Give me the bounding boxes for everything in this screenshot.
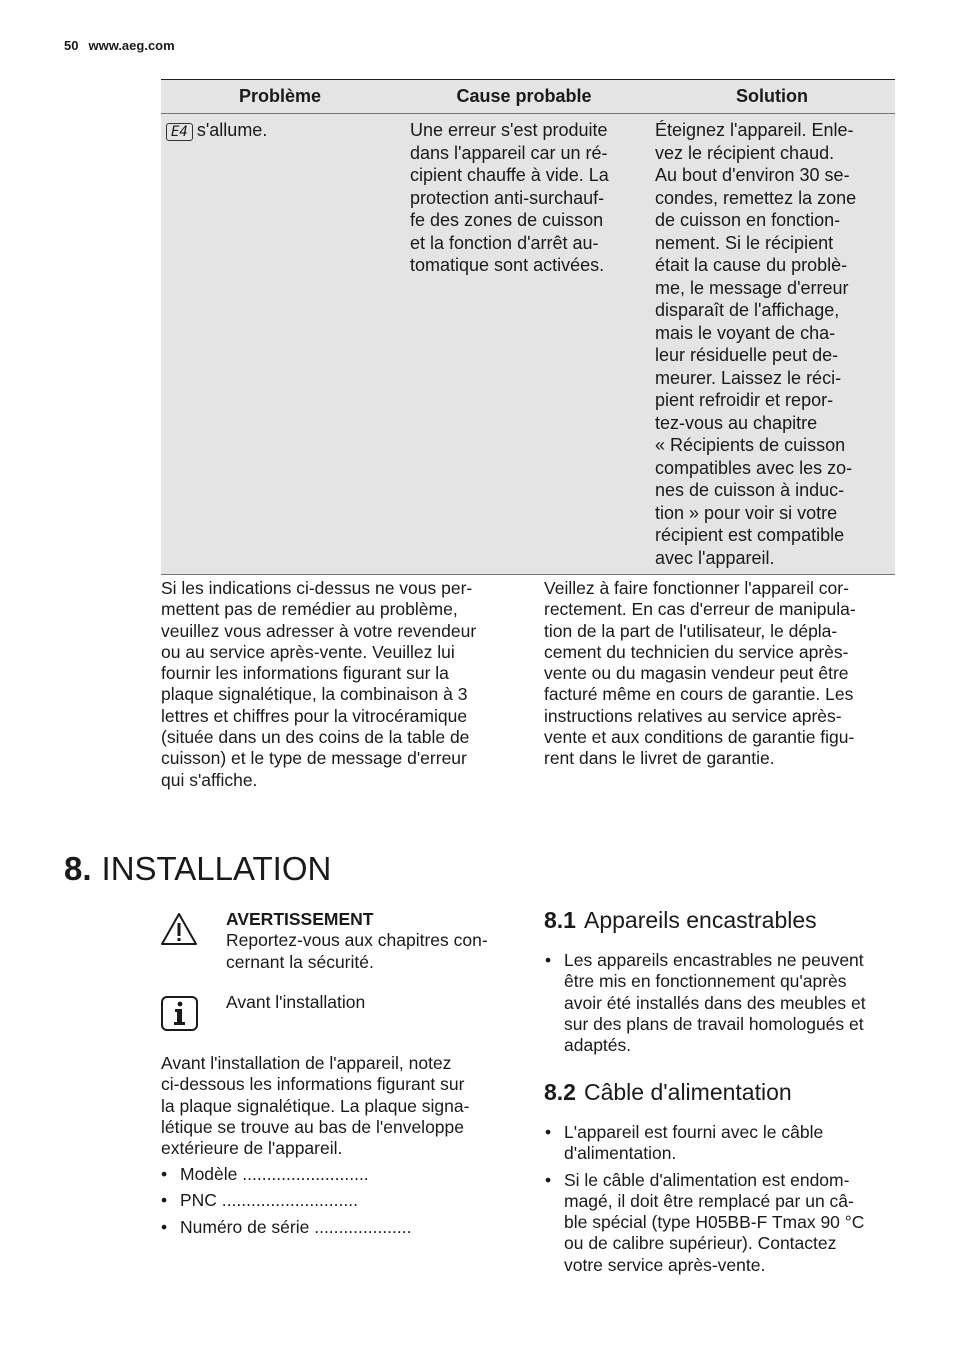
cause-text-line: tomatique sont activées. (410, 255, 605, 275)
solution-text-line: me, le message d'erreur (655, 277, 849, 298)
power-cable-list (545, 1122, 897, 1281)
paragraph-line: tion de la part de l'utilisateur, le dépla- (544, 620, 838, 641)
solution-text-line: était la cause du problè- (655, 255, 848, 275)
list-item (545, 1122, 897, 1165)
solution-text-line: nes de cuisson à induc- (655, 480, 845, 500)
paragraph-line: rectement. En cas d'erreur de manipula- (544, 599, 856, 620)
solution-text-line: meurer. Laissez le réci- (655, 367, 842, 388)
section-title: INSTALLATION (101, 850, 332, 887)
list-item (545, 1170, 897, 1276)
solution-text-line: vez le récipient chaud. (655, 142, 835, 163)
solution-text-line: avec l'appareil. (655, 547, 775, 568)
cause-text-line: protection anti-surchauf- (410, 187, 605, 208)
table-header (161, 79, 895, 114)
warning-icon (160, 912, 198, 951)
cause-text-line: dans l'appareil car un ré- (410, 142, 608, 163)
cause-text-line: et la fonction d'arrêt au- (410, 232, 599, 253)
subsection-title: Câble d'alimentation (583, 1079, 792, 1105)
paragraph-line: mettent pas de remédier au problème, (161, 599, 458, 620)
list-item-line: ble spécial (type H05BB-F Tmax 90 °C (564, 1212, 865, 1233)
info-text: Avant l'installation (226, 992, 366, 1012)
intro-paragraph (161, 1053, 511, 1159)
info-icon (161, 996, 198, 1036)
cause-text-line: fe des zones de cuisson (410, 210, 604, 230)
subsection-title: Appareils encastrables (583, 907, 817, 933)
list-item-line: adaptés. (564, 1035, 632, 1056)
column-header-solution: Solution (736, 86, 808, 106)
list-item-line: sur des plans de travail homologués et (564, 1013, 864, 1034)
paragraph-line: vente et aux conditions de garantie figu- (544, 727, 855, 748)
site-url: www.aeg.com (88, 38, 175, 53)
paragraph-line: Avant l'installation de l'appareil, notez (161, 1053, 452, 1073)
contact-service-paragraph (161, 578, 531, 791)
section-heading (64, 850, 331, 888)
list-item-line: • L'appareil est fourni avec le câble (564, 1122, 824, 1142)
paragraph-line: Si les indications ci-dessus ne vous per- (161, 578, 473, 598)
paragraph-line: rent dans le livret de garantie. (544, 748, 775, 769)
warranty-paragraph (544, 578, 896, 770)
column-header-problem: Problème (238, 86, 322, 106)
paragraph-line: cuisson) et le type de message d'erreur (161, 748, 467, 769)
paragraph-line: qui s'affiche. (161, 769, 258, 790)
list-item (545, 950, 897, 1056)
solution-text-line: mais le voyant de cha- (655, 322, 836, 343)
list-item-line: • Si le câble d'alimentation est endom- (564, 1169, 850, 1190)
table-row (161, 114, 895, 575)
paragraph-line: veuillez vous adresser à votre revendeur (161, 620, 477, 641)
list-item-line: votre service après-vente. (564, 1254, 766, 1275)
list-item-line: • Les appareils encastrables ne peuvent (564, 950, 864, 970)
solution-text-line: tez-vous au chapitre (655, 412, 818, 433)
cause-cell (410, 119, 645, 277)
solution-text-line: de cuisson en fonction- (655, 210, 841, 230)
paragraph-line: facturé même en cours de garantie. Les (544, 684, 854, 705)
paragraph-line: ci-dessous les informations figurant sur (161, 1074, 465, 1095)
solution-text-line: compatibles avec les zo- (655, 457, 853, 478)
subsection-number: 8.1 (544, 907, 576, 933)
page-header (64, 38, 175, 53)
solution-text-line: récipient est compatible (655, 525, 845, 545)
field-list (161, 1164, 501, 1238)
paragraph-line: instructions relatives au service après- (544, 705, 842, 726)
solution-text-line: nement. Si le récipient (655, 232, 834, 253)
subsection-heading-8-2 (544, 1079, 792, 1106)
paragraph-line: extérieure de l'appareil. (161, 1138, 343, 1159)
list-item-line: magé, il doit être remplacé par un câ- (564, 1190, 854, 1211)
paragraph-line: lettres et chiffres pour la vitrocéramique (161, 705, 468, 726)
warning-line-2: cernant la sécurité. (226, 951, 374, 972)
list-item: • PNC ............................ (161, 1190, 501, 1211)
paragraph-line: cement du technicien du service après- (544, 641, 849, 662)
paragraph-line: Veillez à faire fonctionner l'appareil cor- (544, 578, 849, 598)
list-item-line: avoir été installés dans des meubles et (564, 992, 866, 1013)
problem-text: s'allume. (196, 120, 268, 140)
list-item-line: ou de calibre supérieur). Contactez (564, 1233, 837, 1254)
solution-text-line: condes, remettez la zone (655, 187, 857, 208)
solution-text-line: disparaît de l'affichage, (655, 300, 840, 320)
paragraph-line: ou au service après-vente. Veuillez lui (161, 641, 455, 662)
paragraph-line: plaque signalétique, la combinaison à 3 (161, 684, 468, 705)
solution-text-line: tion » pour voir si votre (655, 502, 838, 523)
solution-text-line: Au bout d'environ 30 se- (655, 165, 850, 185)
cause-text-line: cipient chauffe à vide. La (410, 165, 609, 185)
paragraph-line: létique se trouve au bas de l'enveloppe (161, 1116, 465, 1137)
cause-text-line: Une erreur s'est produite (410, 120, 608, 140)
warning-title: AVERTISSEMENT (226, 909, 374, 929)
column-header-cause: Cause probable (456, 86, 592, 106)
list-item: • Modèle .......................... (161, 1164, 501, 1185)
built-in-list (545, 950, 897, 1061)
paragraph-line: la plaque signalétique. La plaque signa- (161, 1095, 470, 1116)
error-code-display-icon: E4 (166, 123, 193, 141)
list-item: • Numéro de série .................... (161, 1217, 501, 1238)
solution-text-line: Éteignez l'appareil. Enle- (655, 120, 854, 140)
subsection-heading-8-1 (544, 907, 817, 934)
warning-block (226, 909, 488, 973)
list-item-line: d'alimentation. (564, 1143, 677, 1164)
problem-cell (166, 119, 391, 142)
solution-text-line: « Récipients de cuisson (655, 435, 846, 455)
list-item-line: être mis en fonctionnement qu'après (564, 971, 847, 992)
paragraph-line: vente ou du magasin vendeur peut être (544, 663, 849, 684)
page-number: 50 (64, 38, 79, 53)
section-number: 8. (64, 850, 92, 887)
paragraph-line: fournir les informations figurant sur la (161, 663, 449, 684)
paragraph-line: (située dans un des coins de la table de (161, 727, 470, 748)
subsection-number: 8.2 (544, 1079, 576, 1105)
solution-cell (655, 119, 889, 569)
troubleshooting-table (161, 79, 895, 575)
solution-text-line: pient refroidir et repor- (655, 390, 834, 410)
solution-text-line: leur résiduelle peut de- (655, 345, 839, 365)
warning-line-1: Reportez-vous aux chapitres con- (226, 930, 488, 951)
